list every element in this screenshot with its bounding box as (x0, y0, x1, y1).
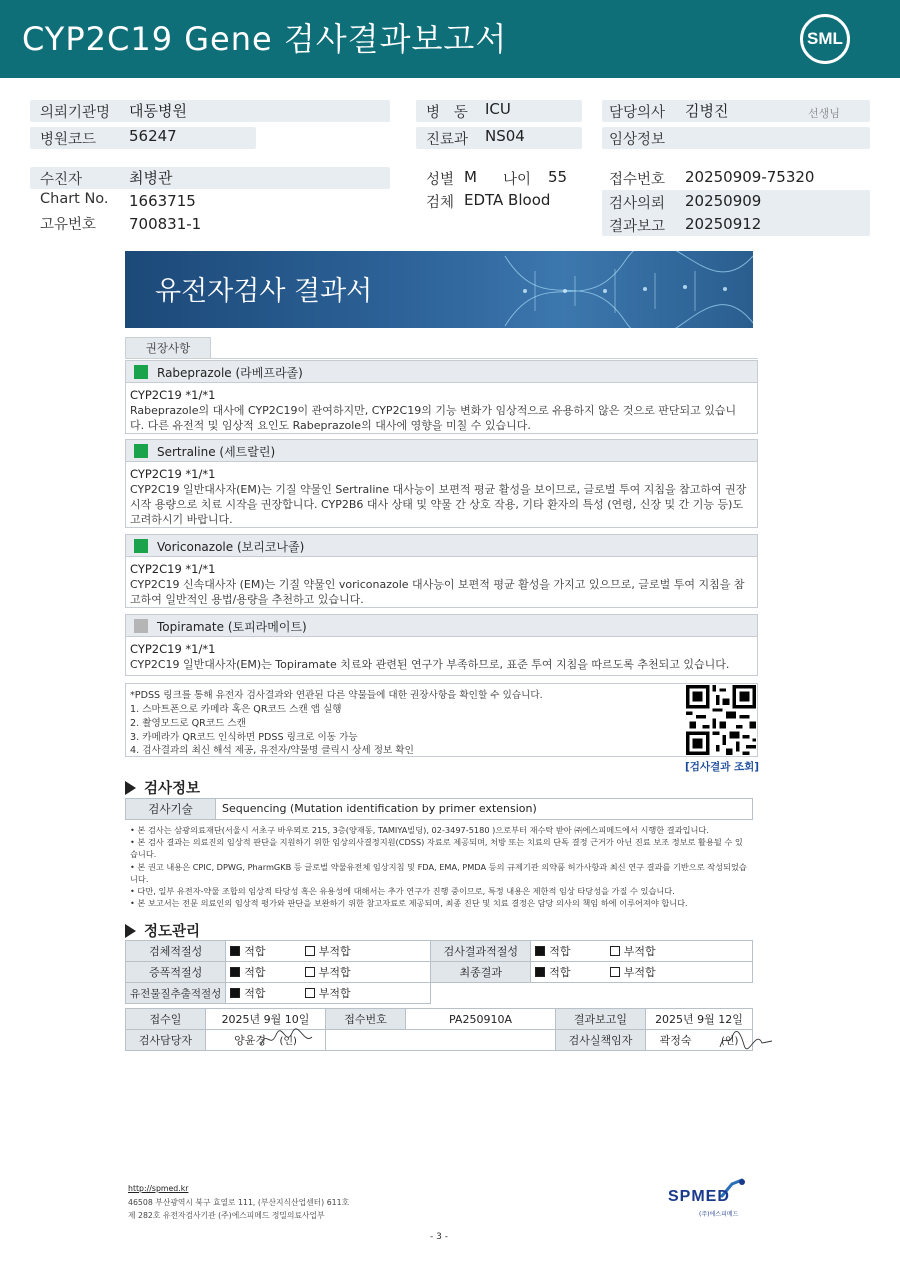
triangle-bullet-icon (125, 781, 136, 795)
hospital-code-value: 56247 (129, 127, 177, 145)
receipt-date-value: 2025년 9월 10일 (206, 1009, 326, 1030)
pdss-line: *PDSS 링크를 통해 유전자 검사결과와 연관된 다른 약물들에 대한 권장사항을 확인할 수 있습니다. (130, 690, 543, 701)
pdss-line: 4. 검사결과의 최신 해석 제공, 유전자/약물명 클릭시 상세 정보 확인 (130, 745, 414, 756)
spmed-logo: SPMED (668, 1188, 730, 1205)
manager-name: 곽정숙 (659, 1034, 692, 1047)
banner-title: 유전자검사 결과서 (155, 276, 373, 307)
exam-notes (130, 824, 750, 909)
exam-note: • 본 검사 결과는 의료진의 임상적 판단을 지원하기 위한 임상의사결정지원(CDSS) 자료로 제공되며, 처방 또는 치료의 단독 결정 근거가 아닌 진료 보조 정보로 활용될 수 있습니다. (130, 837, 743, 860)
table-row: 증폭적절성 적합 부적합 최종결과 적합 부적합 (126, 962, 753, 983)
spmed-logo-sub: (주)에스피메드 (699, 1211, 739, 1218)
drug-name: Voriconazole (보리코나졸) (157, 540, 305, 554)
footer-address: 46508 부산광역시 북구 효열로 111, (부산지식산업센터) 611호 (128, 1198, 350, 1207)
doctor-value: 김병진 (685, 102, 729, 120)
report-date-value: 2025년 9월 12일 (646, 1009, 753, 1030)
ward-label: 병 동 (426, 105, 468, 121)
receipt-no-label: 접수번호 (326, 1009, 406, 1030)
drug-header (126, 535, 757, 557)
footer-url[interactable]: http://spmed.kr (128, 1184, 189, 1193)
qc-label: 검체적절성 (126, 941, 226, 962)
qc-label: 최종결과 (431, 962, 531, 983)
sex-label: 성별 (426, 172, 455, 188)
receipt-date-label: 접수일 (126, 1009, 206, 1030)
page-number: - 3 - (430, 1232, 448, 1242)
unchecked-box-icon (305, 967, 315, 977)
seal-mark: (인) (720, 1036, 739, 1047)
receipt-no-value: PA250910A (406, 1009, 556, 1030)
age-value: 55 (548, 168, 568, 186)
recommendation-tab: 권장사항 (125, 337, 211, 359)
table-row (126, 1009, 753, 1030)
receipt-label: 접수번호 (609, 172, 666, 188)
checked-box-icon (230, 967, 240, 977)
drug-card-voriconazole (125, 534, 758, 608)
drug-header (126, 615, 757, 637)
checked-box-icon (535, 946, 545, 956)
status-green-icon (134, 539, 148, 553)
patient-value: 최병관 (129, 169, 173, 187)
drug-genotype: CYP2C19 *1/*1 (130, 388, 216, 402)
ward-value: ICU (485, 100, 511, 118)
request-value: 20250909 (685, 192, 762, 210)
drug-description: CYP2C19 신속대사자 (EM)는 기질 약물인 voriconazole 대사능이 보편적 평균 활성을 가지고 있으므로, 글로벌 투여 지침을 참고하여 일반적인 용법/용량을 추천하고 있습니다. (130, 578, 745, 606)
dept-value: NS04 (485, 127, 525, 145)
result-banner (125, 251, 753, 328)
unchecked-box-icon (610, 967, 620, 977)
report-date-label: 결과보고일 (556, 1009, 646, 1030)
drug-description: CYP2C19 일반대사자(EM)는 Topiramate 치료와 관련된 연구가 부족하므로, 표준 투여 지침을 따르도록 추천되고 있습니다. (130, 658, 730, 671)
unchecked-box-icon (305, 946, 315, 956)
tester-name: 양윤경 (234, 1034, 266, 1047)
checked-box-icon (230, 946, 240, 956)
report-header (0, 0, 900, 78)
drug-card-topiramate (125, 614, 758, 676)
unchecked-box-icon (305, 988, 315, 998)
footer-registration: 제 282호 유전자검사기관 (주)에스피메드 정밀의료사업부 (128, 1211, 325, 1220)
tester-signature-icon (256, 1027, 316, 1051)
unchecked-box-icon (610, 946, 620, 956)
doctor-label: 담당의사 (609, 105, 666, 121)
tester-label: 검사담당자 (126, 1030, 206, 1051)
checked-box-icon (230, 988, 240, 998)
clinical-label: 임상정보 (609, 132, 666, 148)
exam-note: • 다만, 일부 유전자-약물 조합의 임상적 타당성 혹은 유용성에 대해서는 추가 연구가 진행 중이므로, 특정 내용은 제한적 임상 타당성을 가질 수 있습니다. (130, 886, 675, 897)
exam-note: • 본 권고 내용은 CPIC, DPWG, PharmGKB 등 글로벌 약물유전체 임상지침 및 FDA, EMA, PMDA 등의 규제기관 의약품 허가사항과 최신 연구 결과를 기반으로 작성되었습니다. (130, 861, 747, 884)
unique-label: 고유번호 (40, 217, 97, 233)
status-green-icon (134, 444, 148, 458)
institution-value: 대동병원 (129, 102, 187, 120)
method-row (125, 798, 753, 820)
method-label: 검사기술 (126, 799, 216, 819)
dept-label: 진료과 (426, 132, 469, 148)
patient-row (30, 167, 390, 189)
report-title: CYP2C19 Gene 검사결과보고서 (22, 20, 508, 58)
receipt-value: 20250909-75320 (685, 168, 815, 186)
hospital-code-label: 병원코드 (40, 132, 97, 148)
sign-table (125, 1008, 753, 1051)
report-label: 결과보고 (609, 219, 666, 235)
status-gray-icon (134, 619, 148, 633)
sml-logo: SML (800, 14, 850, 64)
drug-header (126, 440, 757, 462)
exam-note: • 본 보고서는 전문 의료인의 임상적 평가와 판단을 보완하기 위한 참고자료로 제공되며, 최종 진단 및 치료 결정은 담당 의사의 책임 하에 이루어져야 합니다. (130, 898, 688, 909)
qc-section-title: 정도관리 (125, 920, 200, 941)
triangle-bullet-icon (125, 924, 136, 938)
table-row: 유전물질추출적절성 적합 부적합 (126, 983, 753, 1004)
manager-signature-icon (716, 1027, 776, 1051)
drug-description: CYP2C19 일반대사자(EM)는 기질 약물인 Sertraline 대사능이 보편적 평균 활성을 보이므로, 글로벌 투여 지침을 참고하여 권장 시작 용량으로 치료 시작을 권장합니다. CYP2B6 대사 상태 및 약물 간 상호 작용, 기타 환자의 특성 (연령, 신장 및 간 기능 등)도 고려하시기 바랍니다. (130, 483, 747, 526)
report-value: 20250912 (685, 215, 762, 233)
chart-value: 1663715 (129, 192, 196, 210)
qc-label: 검사결과적절성 (431, 941, 531, 962)
drug-name: Sertraline (세트랄린) (157, 445, 276, 459)
specimen-value: EDTA Blood (464, 191, 551, 209)
qc-label: 증폭적절성 (126, 962, 226, 983)
seal-mark: (인) (279, 1036, 297, 1047)
age-label: 나이 (503, 172, 532, 188)
manager-label: 검사실책임자 (556, 1030, 646, 1051)
qr-code-icon[interactable] (686, 685, 756, 755)
unique-value: 700831-1 (129, 215, 202, 233)
doctor-suffix: 선생님 (808, 107, 840, 120)
pdss-line: 1. 스마트폰으로 카메라 혹은 QR코드 스캔 앱 실행 (130, 704, 342, 715)
result-lookup-link[interactable]: [검사결과 조회] (685, 761, 760, 773)
qc-table (125, 940, 753, 1004)
request-label: 검사의뢰 (609, 196, 666, 212)
table-row: 검체적절성 적합 부적합 검사결과적절성 적합 부적합 (126, 941, 753, 962)
drug-genotype: CYP2C19 *1/*1 (130, 642, 216, 656)
exam-section-title: 검사정보 (125, 777, 200, 798)
sex-value: M (464, 168, 477, 186)
specimen-label: 검체 (426, 195, 455, 211)
checked-box-icon (535, 967, 545, 977)
drug-genotype: CYP2C19 *1/*1 (130, 467, 216, 481)
drug-name: Topiramate (토피라메이트) (157, 620, 307, 634)
patient-label: 수진자 (40, 172, 83, 188)
drug-card-sertraline (125, 439, 758, 528)
drug-genotype: CYP2C19 *1/*1 (130, 562, 216, 576)
drug-header (126, 361, 757, 383)
method-value: Sequencing (Mutation identification by primer extension) (222, 802, 537, 815)
status-green-icon (134, 365, 148, 379)
qc-label: 유전물질추출적절성 (126, 983, 226, 1004)
pdss-line: 2. 촬영모드로 QR코드 스캔 (130, 718, 246, 729)
drug-name: Rabeprazole (라베프라졸) (157, 366, 303, 380)
chart-label: Chart No. (40, 191, 109, 207)
tab-divider (125, 358, 758, 359)
pdss-guide-box (125, 683, 758, 757)
drug-card-rabeprazole (125, 360, 758, 434)
exam-note: • 본 검사는 삼광의료재단(서울시 서초구 바우뫼로 215, 3층(양재동, TAMIYA빌딩), 02-3497-5180 )으로부터 재수탁 받아 ㈜에스피메드에서 시행한 결과입니다. (130, 825, 709, 835)
table-row (126, 1030, 753, 1051)
pdss-line: 3. 카메라가 QR코드 인식하면 PDSS 링크로 이동 가능 (130, 732, 358, 743)
drug-description: Rabeprazole의 대사에 CYP2C19이 관여하지만, CYP2C19의 기능 변화가 임상적으로 유용하지 않은 것으로 판단되고 있습니다. 다른 유전적 및 임상적 요인도 Rabeprazole의 대사에 영향을 미칠 수 있습니다. (130, 404, 737, 432)
institution-label: 의뢰기관명 (40, 105, 111, 121)
